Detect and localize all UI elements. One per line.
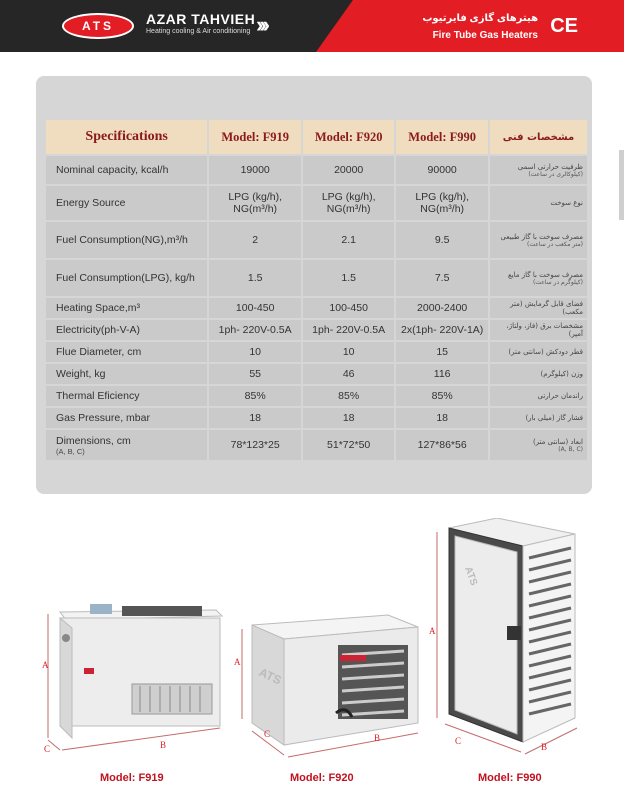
dim-c-label: C [264, 729, 271, 739]
spec-label-persian-text: فشار گاز (میلی بار) [525, 414, 583, 422]
spec-label-persian [490, 156, 587, 184]
caption-f990: Model: F990 [478, 772, 542, 784]
spec-label-persian [490, 260, 587, 296]
spec-value: 2 [209, 222, 301, 258]
caption-f919: Model: F919 [100, 772, 164, 784]
spec-value: LPG (kg/h), NG(m³/h) [396, 186, 488, 220]
spec-value: 85% [209, 386, 301, 406]
page-edge [619, 150, 624, 220]
spec-label-persian-sub: (A, B, C) [558, 445, 583, 453]
spec-label-persian-text: مشخصات برق (فاز، ولتاژ، آمپر) [506, 322, 583, 338]
dim-a-label: A [429, 626, 436, 636]
spec-label-text: Fuel Consumption(NG),m³/h [56, 234, 188, 246]
spec-label-persian [490, 408, 587, 428]
spec-label-text: Fuel Consumption(LPG), kg/h [56, 272, 195, 284]
caption-f920: Model: F920 [290, 772, 354, 784]
spec-label-persian [490, 222, 587, 258]
spec-label-persian-text: مصرف سوخت با گاز طبیعی [500, 232, 583, 241]
spec-value: 90000 [396, 156, 488, 184]
spec-label-persian-sub: (کیلوکالری در ساعت) [528, 170, 583, 178]
spec-value: 15 [396, 342, 488, 362]
brand-name: AZAR TAHVIEH [146, 11, 256, 27]
spec-value: 2x(1ph- 220V-1A) [396, 320, 488, 340]
spec-label-text: Gas Pressure, mbar [56, 412, 150, 424]
dim-b-label: B [374, 733, 381, 743]
spec-value: LPG (kg/h), NG(m³/h) [303, 186, 394, 220]
dim-b-label: B [160, 740, 167, 750]
spec-value: 19000 [209, 156, 301, 184]
spec-label-text: Weight, kg [56, 368, 106, 380]
dim-a-label: A [234, 657, 241, 667]
title-english: Fire Tube Gas Heaters [432, 30, 538, 41]
spec-value: 85% [303, 386, 394, 406]
table-row [46, 430, 587, 460]
spec-value: 20000 [303, 156, 394, 184]
dim-b-label: B [541, 742, 548, 752]
product-f990-image [425, 518, 595, 764]
f990-brand: ATS [462, 565, 480, 588]
spec-value: 100-450 [209, 298, 301, 318]
f920-brand: ATS [256, 665, 284, 688]
title-persian: هیترهای گازی فایرتیوب [422, 13, 538, 24]
spec-value: 7.5 [396, 260, 488, 296]
dim-c-label: C [455, 736, 462, 746]
table-row [46, 342, 587, 362]
table-row [46, 156, 587, 184]
spec-value: LPG (kg/h), NG(m³/h) [209, 186, 301, 220]
spec-label-text: Dimensions, cm [56, 434, 131, 447]
logo-text: ATS [81, 19, 115, 33]
table-row [46, 364, 587, 384]
table-header-row [46, 120, 587, 154]
spec-label-persian-text: نوع سوخت [550, 199, 583, 207]
product-f919-image [40, 598, 240, 763]
spec-label-persian-text: راندمان حرارتی [537, 392, 583, 400]
spec-value: 18 [209, 408, 301, 428]
spec-label [46, 298, 207, 318]
spec-label-persian [490, 320, 587, 340]
ce-mark-icon: CE [550, 15, 578, 37]
spec-value: 1.5 [209, 260, 301, 296]
spec-label-persian-text: وزن (کیلوگرم) [540, 370, 583, 378]
model-heading-f919: Model: F919 [209, 120, 301, 154]
table-row [46, 320, 587, 340]
brand-tagline: Heating cooling & Air conditioning [146, 28, 251, 35]
spec-value: 46 [303, 364, 394, 384]
spec-label [46, 364, 207, 384]
spec-label-persian-text: ابعاد (سانتی متر) [532, 437, 583, 446]
table-row [46, 408, 587, 428]
spec-label [46, 320, 207, 340]
spec-value: 78*123*25 [209, 430, 301, 460]
spec-value: 1ph- 220V-0.5A [209, 320, 301, 340]
spec-label-persian [490, 386, 587, 406]
spec-value: 100-450 [303, 298, 394, 318]
dim-c-label: C [44, 744, 51, 754]
spec-label-text: Energy Source [56, 197, 126, 209]
spec-table [44, 118, 589, 462]
product-f920-image [228, 605, 428, 765]
spec-label [46, 386, 207, 406]
table-row [46, 186, 587, 220]
spec-label [46, 186, 207, 220]
spec-value: 85% [396, 386, 488, 406]
spec-label-text: Thermal Eficiency [56, 390, 140, 402]
spec-value: 18 [396, 408, 488, 428]
dim-a-label: A [42, 660, 49, 670]
table-row [46, 298, 587, 318]
spec-label-persian [490, 364, 587, 384]
table-row [46, 222, 587, 258]
page-header [0, 0, 624, 52]
spec-label-persian-text: قطر دودکش (سانتی متر) [508, 348, 583, 356]
ats-logo [62, 13, 134, 39]
spec-value: 51*72*50 [303, 430, 394, 460]
spec-value: 18 [303, 408, 394, 428]
spec-value: 55 [209, 364, 301, 384]
spec-label [46, 342, 207, 362]
spec-value: 1.5 [303, 260, 394, 296]
spec-value: 10 [209, 342, 301, 362]
spec-label-persian [490, 430, 587, 460]
spec-value: 10 [303, 342, 394, 362]
chevrons-icon: ››› [256, 12, 266, 37]
spec-label [46, 156, 207, 184]
spec-label [46, 222, 207, 258]
spec-label [46, 430, 207, 460]
spec-value: 1ph- 220V-0.5A [303, 320, 394, 340]
spec-value: 127*86*56 [396, 430, 488, 460]
spec-value: 9.5 [396, 222, 488, 258]
spec-value: 2000-2400 [396, 298, 488, 318]
spec-label-persian-sub: (متر مکعب در ساعت) [527, 240, 583, 248]
specs-heading-persian: مشخصات فنی [490, 120, 587, 154]
spec-value: 2.1 [303, 222, 394, 258]
model-heading-f920: Model: F920 [303, 120, 394, 154]
spec-label-persian [490, 298, 587, 318]
spec-label [46, 408, 207, 428]
spec-table-body [46, 156, 587, 460]
spec-label-persian-text: فضای قابل گرمایش (متر مکعب) [510, 300, 583, 316]
spec-label-persian-text: مصرف سوخت با گاز مایع [507, 270, 583, 279]
spec-label-persian-sub: (کیلوگرم در ساعت) [532, 278, 583, 286]
spec-label-persian [490, 186, 587, 220]
spec-label-text: Flue Diameter, cm [56, 346, 142, 358]
spec-value: 116 [396, 364, 488, 384]
specs-heading: Specifications [46, 120, 207, 154]
spec-label-persian-text: ظرفیت حرارتی اسمی [517, 162, 583, 171]
model-heading-f990: Model: F990 [396, 120, 488, 154]
table-row [46, 260, 587, 296]
spec-label-text: Electricity(ph-V-A) [56, 324, 141, 336]
brand-block [146, 11, 255, 35]
spec-label-text: Nominal capacity, kcal/h [56, 164, 169, 176]
spec-label-text: Heating Space,m³ [56, 302, 141, 314]
table-row [46, 386, 587, 406]
spec-label-persian [490, 342, 587, 362]
spec-label-sub: (A, B, C) [56, 446, 85, 456]
spec-label [46, 260, 207, 296]
